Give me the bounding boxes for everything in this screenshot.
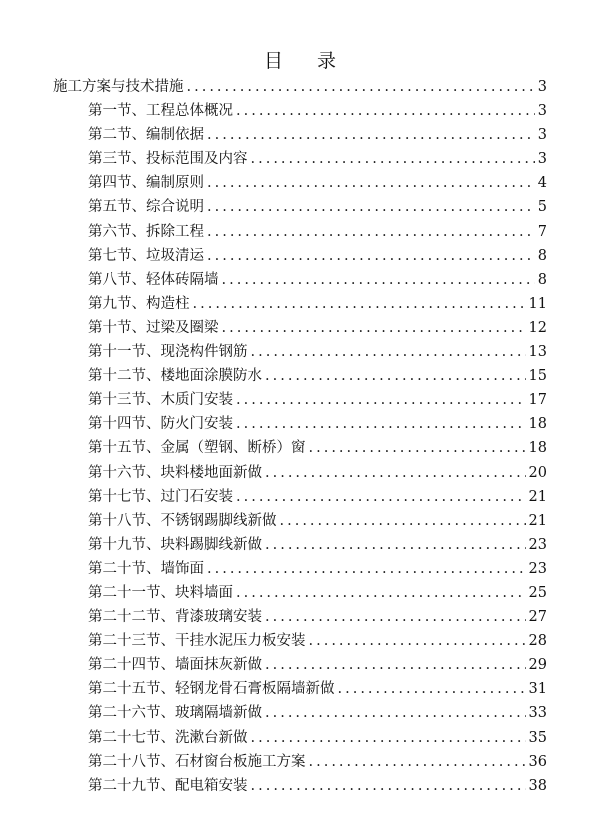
toc-section-entry[interactable] xyxy=(0,99,600,123)
toc-page-number: 15 xyxy=(528,368,547,385)
toc-entry-label: 第五节、综合说明 xyxy=(88,199,204,216)
toc-entry-label: 第一节、工程总体概况 xyxy=(88,103,233,120)
toc-section-entry[interactable] xyxy=(0,195,600,219)
toc-dot-leader xyxy=(236,581,526,605)
toc-section-entry[interactable] xyxy=(0,461,600,485)
toc-entry-label: 第三节、投标范围及内容 xyxy=(88,151,248,168)
toc-section-entry[interactable] xyxy=(0,509,600,533)
toc-dot-leader xyxy=(207,123,535,147)
toc-page-number: 28 xyxy=(528,633,547,650)
toc-entry-label: 第十三节、木质门安装 xyxy=(88,392,233,409)
toc-dot-leader xyxy=(236,485,526,509)
toc-dot-leader xyxy=(222,316,526,340)
toc-entry-label: 第十九节、块料踢脚线新做 xyxy=(88,536,262,553)
toc-dot-leader xyxy=(236,412,526,436)
toc-entry-label: 第二十四节、墙面抹灰新做 xyxy=(88,657,262,674)
toc-page-number: 3 xyxy=(537,103,547,120)
toc-page-number: 18 xyxy=(528,416,547,433)
toc-entry-label: 第二十一节、块料墙面 xyxy=(88,584,233,601)
toc-entry-label: 第二十八节、石材窗台板施工方案 xyxy=(88,753,306,770)
toc-page-number: 20 xyxy=(528,464,547,481)
toc-entry-label: 第二十节、墙饰面 xyxy=(88,560,204,577)
toc-title: 目 录 xyxy=(263,50,351,72)
toc-page-number: 29 xyxy=(528,657,547,674)
toc-entry-label: 第十七节、过门石安装 xyxy=(88,488,233,505)
toc-dot-leader xyxy=(222,268,535,292)
toc-section-entry[interactable] xyxy=(0,605,600,629)
toc-section-entry[interactable] xyxy=(0,485,600,509)
toc-page-number: 23 xyxy=(528,536,547,553)
toc-entry-label: 第十节、过梁及圈梁 xyxy=(88,319,219,336)
toc-dot-leader xyxy=(251,726,526,750)
toc-dot-leader xyxy=(236,99,535,123)
toc-entry-label: 第十六节、块料楼地面新做 xyxy=(88,464,262,481)
toc-dot-leader xyxy=(265,653,526,677)
toc-dot-leader xyxy=(309,436,526,460)
toc-section-entry[interactable] xyxy=(0,629,600,653)
toc-section-entry[interactable] xyxy=(0,412,600,436)
toc-entry-label: 第二十七节、洗漱台新做 xyxy=(88,729,248,746)
toc-list xyxy=(0,75,600,798)
toc-page-number: 25 xyxy=(528,584,547,601)
toc-entry-label: 第十四节、防火门安装 xyxy=(88,416,233,433)
toc-page-number: 13 xyxy=(528,344,547,361)
toc-entry-label: 施工方案与技术措施 xyxy=(53,79,184,95)
toc-dot-leader xyxy=(251,340,526,364)
toc-dot-leader xyxy=(309,750,526,774)
toc-page-number: 8 xyxy=(537,271,547,288)
toc-dot-leader xyxy=(251,147,535,171)
toc-entry-label: 第二十二节、背漆玻璃安装 xyxy=(88,609,262,626)
toc-dot-leader xyxy=(309,629,526,653)
toc-dot-leader xyxy=(187,75,535,99)
toc-page-number: 36 xyxy=(528,753,547,770)
toc-entry-label: 第十二节、楼地面涂膜防水 xyxy=(88,368,262,385)
toc-section-entry[interactable] xyxy=(0,171,600,195)
toc-dot-leader xyxy=(338,677,526,701)
toc-page-number: 3 xyxy=(537,151,547,168)
toc-section-entry[interactable] xyxy=(0,436,600,460)
toc-page-number: 31 xyxy=(528,681,547,698)
toc-dot-leader xyxy=(193,292,526,316)
toc-section-entry[interactable] xyxy=(0,268,600,292)
toc-entry-label: 第六节、拆除工程 xyxy=(88,223,204,240)
toc-page-number: 5 xyxy=(537,199,547,216)
toc-section-entry[interactable] xyxy=(0,220,600,244)
toc-dot-leader xyxy=(207,244,535,268)
toc-section-entry[interactable] xyxy=(0,147,600,171)
toc-section-entry[interactable] xyxy=(0,726,600,750)
toc-entry-label: 第十一节、现浇构件钢筋 xyxy=(88,344,248,361)
toc-page-number: 21 xyxy=(528,488,547,505)
toc-section-entry[interactable] xyxy=(0,292,600,316)
toc-page-number: 17 xyxy=(528,392,547,409)
toc-page-number: 38 xyxy=(528,777,547,794)
toc-dot-leader xyxy=(236,388,526,412)
toc-dot-leader xyxy=(207,195,535,219)
toc-page-number: 8 xyxy=(537,247,547,264)
toc-page-number: 27 xyxy=(528,609,547,626)
toc-section-entry[interactable] xyxy=(0,750,600,774)
toc-page-number: 33 xyxy=(528,705,547,722)
toc-chapter-entry[interactable] xyxy=(0,75,600,99)
toc-dot-leader xyxy=(265,533,526,557)
toc-entry-label: 第二十五节、轻钢龙骨石膏板隔墙新做 xyxy=(88,681,335,698)
toc-section-entry[interactable] xyxy=(0,364,600,388)
toc-section-entry[interactable] xyxy=(0,653,600,677)
toc-entry-label: 第十八节、不锈钢踢脚线新做 xyxy=(88,512,277,529)
toc-section-entry[interactable] xyxy=(0,701,600,725)
toc-page-number: 7 xyxy=(537,223,547,240)
toc-section-entry[interactable] xyxy=(0,316,600,340)
toc-page-number: 3 xyxy=(537,79,547,95)
toc-entry-label: 第四节、编制原则 xyxy=(88,175,204,192)
toc-page-number: 23 xyxy=(528,560,547,577)
toc-dot-leader xyxy=(280,509,526,533)
toc-dot-leader xyxy=(251,774,526,798)
toc-dot-leader xyxy=(265,701,526,725)
toc-dot-leader xyxy=(207,557,526,581)
toc-page-number: 12 xyxy=(528,319,547,336)
toc-section-entry[interactable] xyxy=(0,677,600,701)
toc-entry-label: 第七节、垃圾清运 xyxy=(88,247,204,264)
toc-dot-leader xyxy=(207,220,535,244)
toc-entry-label: 第八节、轻体砖隔墙 xyxy=(88,271,219,288)
toc-dot-leader xyxy=(207,171,535,195)
toc-entry-label: 第二十九节、配电箱安装 xyxy=(88,777,248,794)
toc-page-number: 21 xyxy=(528,512,547,529)
toc-section-entry[interactable] xyxy=(0,388,600,412)
toc-section-entry[interactable] xyxy=(0,557,600,581)
toc-entry-label: 第十五节、金属（塑钢、断桥）窗 xyxy=(88,440,306,457)
toc-dot-leader xyxy=(265,605,526,629)
toc-dot-leader xyxy=(265,364,526,388)
toc-entry-label: 第二十三节、干挂水泥压力板安装 xyxy=(88,633,306,650)
toc-entry-label: 第九节、构造柱 xyxy=(88,295,190,312)
toc-page-number: 4 xyxy=(537,175,547,192)
toc-page-number: 3 xyxy=(537,127,547,144)
toc-section-entry[interactable] xyxy=(0,774,600,798)
toc-section-entry[interactable] xyxy=(0,581,600,605)
toc-section-entry[interactable] xyxy=(0,123,600,147)
toc-entry-label: 第二节、编制依据 xyxy=(88,127,204,144)
toc-page-number: 35 xyxy=(528,729,547,746)
toc-section-entry[interactable] xyxy=(0,340,600,364)
toc-entry-label: 第二十六节、玻璃隔墙新做 xyxy=(88,705,262,722)
toc-section-entry[interactable] xyxy=(0,533,600,557)
toc-page-number: 11 xyxy=(528,295,547,312)
toc-dot-leader xyxy=(265,461,526,485)
toc-page-number: 18 xyxy=(528,440,547,457)
toc-section-entry[interactable] xyxy=(0,244,600,268)
